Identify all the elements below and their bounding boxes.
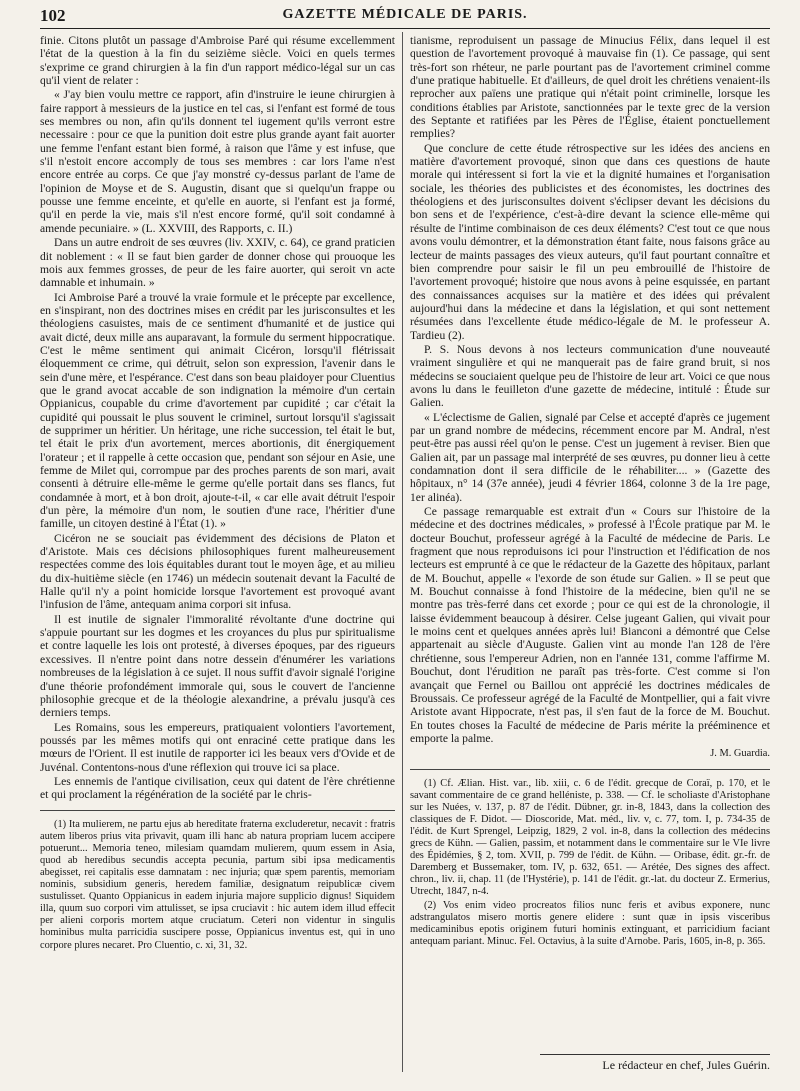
footnote-rule [40, 810, 395, 811]
paragraph: Les Romains, sous les empereurs, pratiquaient volontiers l'avortement, poussés par les mêmes motifs qui ont enraciné cette pratique dans les mœurs de l'Orient. Il est inutile de rapporter ici les beaux vers d'Ovide et de Juvénal. Contentons-nous d'une réflexion qui trouve ici sa place. [40, 720, 395, 774]
paragraph: Il est inutile de signaler l'immoralité révoltante d'une doctrine qui s'appuie pourtant sur les dogmes et les croyances du plus pur spiritualisme et contre laquelle les lois ont protesté, à diverses époques, par des rigueurs excessives. Il n'entre point dans notre dessein d'énumérer les variations nombreuses de la législation à ce sujet. Il nous suffit d'avoir signalé l'origine d'une théorie profondément immorale qui, sous le couvert de l'ancienne philosophie grecque et de la théologie alexandrine, a prévalu jusqu'à ces derniers temps. [40, 612, 395, 720]
paragraph: « J'ay bien voulu mettre ce rapport, afin d'instruire le ieune chirurgien à faire rapport à messieurs de la justice en tel cas, si l'enfant est formé de tous ses membres ou non, afin qu'ils donnent tel iugement qu'ils verront estre necessaire : pour ce que la punition doit estre plus grande ayant fait auorter une femme l'enfant estant bien formé, à raison que l'âme y est infuse, que s'il n'estoit encore accomply de tous ses membres : car lors l'ame n'est encore entrée au corps. Ce que j'ay monstré cy-dessus parlant de l'ame de l'opinion de Moyse et de S. Augustin, disant que si quelqu'un frappe ou pousse une femme enceinte, et qu'elle en auorte, si l'enfant est ja formé, qu'il en perde la vie, mais s'il n'est encore formé, qu'il soit condamné à amende pecuniaire. » (L. XXVIII, des Rapports, c. II.) [40, 88, 395, 235]
footnote: (2) Vos enim video procreatos filios nunc feris et avibus exponere, nunc adstrangulatos misero mortis genere elidere : sunt quæ in ipsis visceribus medicaminibus epotis originem futuri hominis extinguant, et parricidium faciant antequam pariant. Minuc. Fel. Octavius, à la suite d'Arnobe. Paris, 1605, in-8, p. 365. [410, 899, 770, 947]
paragraph: tianisme, reproduisent un passage de Minucius Félix, dans lequel il est question de l'avortement provoqué à mauvaise fin (1). Ce passage, qui sent très-fort son rhéteur, ne parle pourtant pas de l'avortement criminel comme d'une pratique habituelle. Et d'ailleurs, de quel droit les chrétiens venaient-ils reprocher aux païens une pratique qui n'était point criminelle, lorsque les conditions établies par Aristote, sanctionnées par le texte grec de la version des Septante et ratifiées par les Pères de l'Église, étaient ponctuellement remplies? [410, 34, 770, 141]
footnote: (1) Cf. Ælian. Hist. var., lib. xiii, c. 6 de l'édit. grecque de Coraï, p. 170, et le savant commentaire de ce grand helléniste, p. 338. — Cf. le scholiaste d'Aristophane sur les Nuées, v. 137, p. 87 de l'édit. Dübner, gr. in-8, 1843, dans la collection des classiques de F. Didot. — Dioscoride, Mat. méd., liv. v, c. 77, tom. I, p. 734-35 de l'édit. de Kurt Sprengel, Leipzig, 1829, 2 vol. in-8, dans la collection des médecins grecs de Kühn. — Galien, passim, et notamment dans le commentaire sur le VIe livre des Épidémies, § 2, tom. XVII, p. 799 de l'édit. de Kühn. — Oribase, édit. gr.-fr. de Daremberg et Bussemaker, tom. IV, p. 632, 651. — Arétée, Des signes des affect. chron., liv. ii, chap. 11 (de l'Hystérie), p. 141 de l'édit. gr.-lat. du docteur Z. Ermerius, Utrecht, 1847, n-4. [410, 777, 770, 898]
page-number: 102 [40, 6, 66, 25]
paragraph: Cicéron ne se souciait pas évidemment des décisions de Platon et d'Aristote. Mais ces décisions philosophiques furent malheureusement respectées comme des lois équitables durant tout le moyen âge, et au milieu du dix-huitième siècle (en 1746) un médecin soutenait devant la Faculté de Halle qu'il n'y a point homicide lorsque l'avortement est provoqué avant l'infusion de l'âme, antequam anima corpori sit infusa. [40, 531, 395, 612]
footnote-rule [410, 769, 770, 770]
left-column [40, 34, 395, 953]
paragraph: « L'éclectisme de Galien, signalé par Celse et accepté d'après ce jugement par un grand nombre de médecins, récemment encore par M. Andral, n'est peut-être pas aussi réel qu'on le pense. C'est un jugement à reviser. Bien que Galien ait, par un passage mal interprété de ses œuvres, pu donner lieu à cette condamnation dont il sera difficile de le réhabiliter.... » (Gazette des hôpitaux, n° 14 (37e année), jeudi 4 février 1864, colonne 3 de la 1re page, 1er alinéa). [410, 410, 770, 504]
paragraph: Que conclure de cette étude rétrospective sur les idées des anciens en matière d'avortement provoqué, sinon que dans ces questions de haute morale qui intéressent si fort la vie et la dignité humaines et l'organisation sociale, les théories des publicistes et des économistes, les doctrines des théologiens et des jurisconsultes doivent s'éclipser devant les décisions du bon sens et de l'expérience, c'est-à-dire devant la science elle-même qui résulte de l'intime combinaison de ces deux éléments? C'est tout ce que nous avons voulu démontrer, et la démonstration étant faite, nous faisons grâce au lecteur de maints passages des vieux auteurs, qu'il faut pourtant connaître et bien comprendre pour saisir le fil un peu embrouillé de l'histoire de l'avortement provoqué; histoire que nous avons à peine esquissée, en partant des connaissances acquises sur la matière et des idées qui prévalent aujourd'hui dans la médecine et dans la législation, et qui sont nettement résumées dans l'excellente étude médico-légale de M. le professeur A. Tardieu (2). [410, 141, 770, 342]
paragraph: P. S. Nous devons à nos lecteurs communication d'une nouveauté vraiment singulière et qui ne manquerait pas de faire grand bruit, si nos médecins se souciaient quelque peu de l'histoire de leur art. Voici ce que nous avons lu dans le feuilleton d'une gazette de médecine, intitulé : Étude sur Galien. [410, 342, 770, 410]
paragraph: finie. Citons plutôt un passage d'Ambroise Paré qui résume excellemment l'état de la question à la fin du seizième siècle. Voici en quels termes s'exprime ce grand chirurgien à la fin d'un rapport médico-légal sur un cas qu'il vient de relater : [40, 34, 395, 88]
paragraph: Les ennemis de l'antique civilisation, ceux qui datent de l'ère chrétienne et qui proclament la régénération de la société par le chris- [40, 774, 395, 802]
editor-signature: Le rédacteur en chef, Jules Guérin. [540, 1054, 770, 1073]
right-column [410, 34, 770, 949]
journal-title: GAZETTE MÉDICALE DE PARIS. [282, 7, 528, 22]
footnote: (1) Ita mulierem, ne partu ejus ab hereditate fraterna excluderetur, necavit : fratris autem liberos prius vita privavit, quam illi hanc ab natura propriam lucem accipere potuerunt... Memoria teneo, milesiam quamdam mulierem, quum essem in Asia, quod ab heredibus secundis accepta pecunia, partum sibi ipsa medicamentis abegisset, rei capitalis esse damnatam : nec injuria; quæ spem parentis, memoriam nominis, subsidium generis, heredem familiæ, designatum reipublicæ civem sustulisset. Quanto Oppianicus in eadem injuria majore supplicio dignus! Siquidem illa, quum suo corpori vim attulisset, se ipsa cruciavit : hic autem idem illud effecit per alieni corporis mortem atque cruciatum. Ceteri non videntur in singulis hominibus multa parricidia suscipere posse, Oppianicus inventus est, qui in uno corpore plures necaret. Pro Cluentio, c. xi, 31, 32. [40, 818, 395, 951]
page-header [40, 6, 770, 29]
author-signature: J. M. Guardia. [710, 748, 770, 760]
paragraph: Dans un autre endroit de ses œuvres (liv. XXIV, c. 64), ce grand praticien dit noblement : « Il se faut bien garder de donner chose qui prouoque les mois aux femmes grosses, de peur de les faire auorter, qui seroit vn acte damnable et inhumain. » [40, 236, 395, 290]
paragraph: Ici Ambroise Paré a trouvé la vraie formule et le précepte par excellence, en s'inspirant, non des doctrines mises en crédit par les jurisconsultes et les théologiens casuistes, mais de ce sentiment d'humanité et de justice qui avait dicté, deux mille ans auparavant, la formule du serment hippocratique. C'est le même sentiment qui animait Cicéron, lorsqu'il flétrissait éloquemment ce crime, qui détruit, selon son expression, l'avenir dans le sein d'une mère, et l'espérance. C'est dans son beau plaidoyer pour Cluentius que le grand avocat accable de son indignation la mémoire d'un certain Oppianicus, coupable du crime d'avortement par cupidité ; car c'était la cupidité qui poussait le plus souvent le criminel, surtout lorsqu'il s'agissait de supprimer un héritier. Un héritage, une riche succession, tel était le but, tel était le prix d'un avortement, merces abortionis, dit énergiquement l'orateur ; et il rappelle à cette occasion que, pendant son séjour en Asie, une femme de Milet qui, corrompue par des proches parents de son mari, avait consenti à détruire elle-même le germe qu'elle portait dans ses flancs, fut condamnée à mort, et à bon droit, ajoute-t-il, « car elle avait détruit l'espoir d'un père, la mémoire d'un nom, le soutien d'une race, l'héritier d'une famille, un citoyen destiné à l'État (1). » [40, 290, 395, 531]
column-divider [402, 32, 403, 1072]
paragraph: Ce passage remarquable est extrait d'un « Cours sur l'histoire de la médecine et des doctrines médicales, » professé à l'École pratique par M. le docteur Bouchut, professeur agrégé à la Faculté de médecine de Paris. Le fragment que nous reproduisons ici pour l'instruction et l'édification de nos lecteurs est emprunté à ce que le rédacteur de la Gazette des hôpitaux, parlant de M. Bouchut, appelle « l'exorde de son étude sur Galien. » Il se peut que M. Bouchut connaisse à fond l'histoire de la médecine, bien qu'il ne se montre pas très-ferré dans cet exorde ; pour ce qui est de la chronologie, il laisse évidemment beaucoup à désirer. Celse jugeant Galien, qui vivait pour le moins cent et quelques années après lui! Bianconi a démontré que Celse appartenait au siècle d'Auguste. Galien vint au monde l'an 128 de l'ère chrétienne, sous l'empereur Adrien, non en l'année 131, comme l'affirme M. Bouchut, dont l'érudition ne paraît pas très-forte. C'est comme si l'on avançait que Fernel ou Baillou ont apprécié les doctrines médicales de Broussais. Ce professeur agrégé de la Faculté de Montpellier, qui a fait vivre Aristote avant Hippocrate, n'est pas, il s'en faut de la force de M. Bouchut. En toutes choses la Faculté de médecine de Paris mérite la prééminence et emporte la palme. [410, 505, 770, 745]
